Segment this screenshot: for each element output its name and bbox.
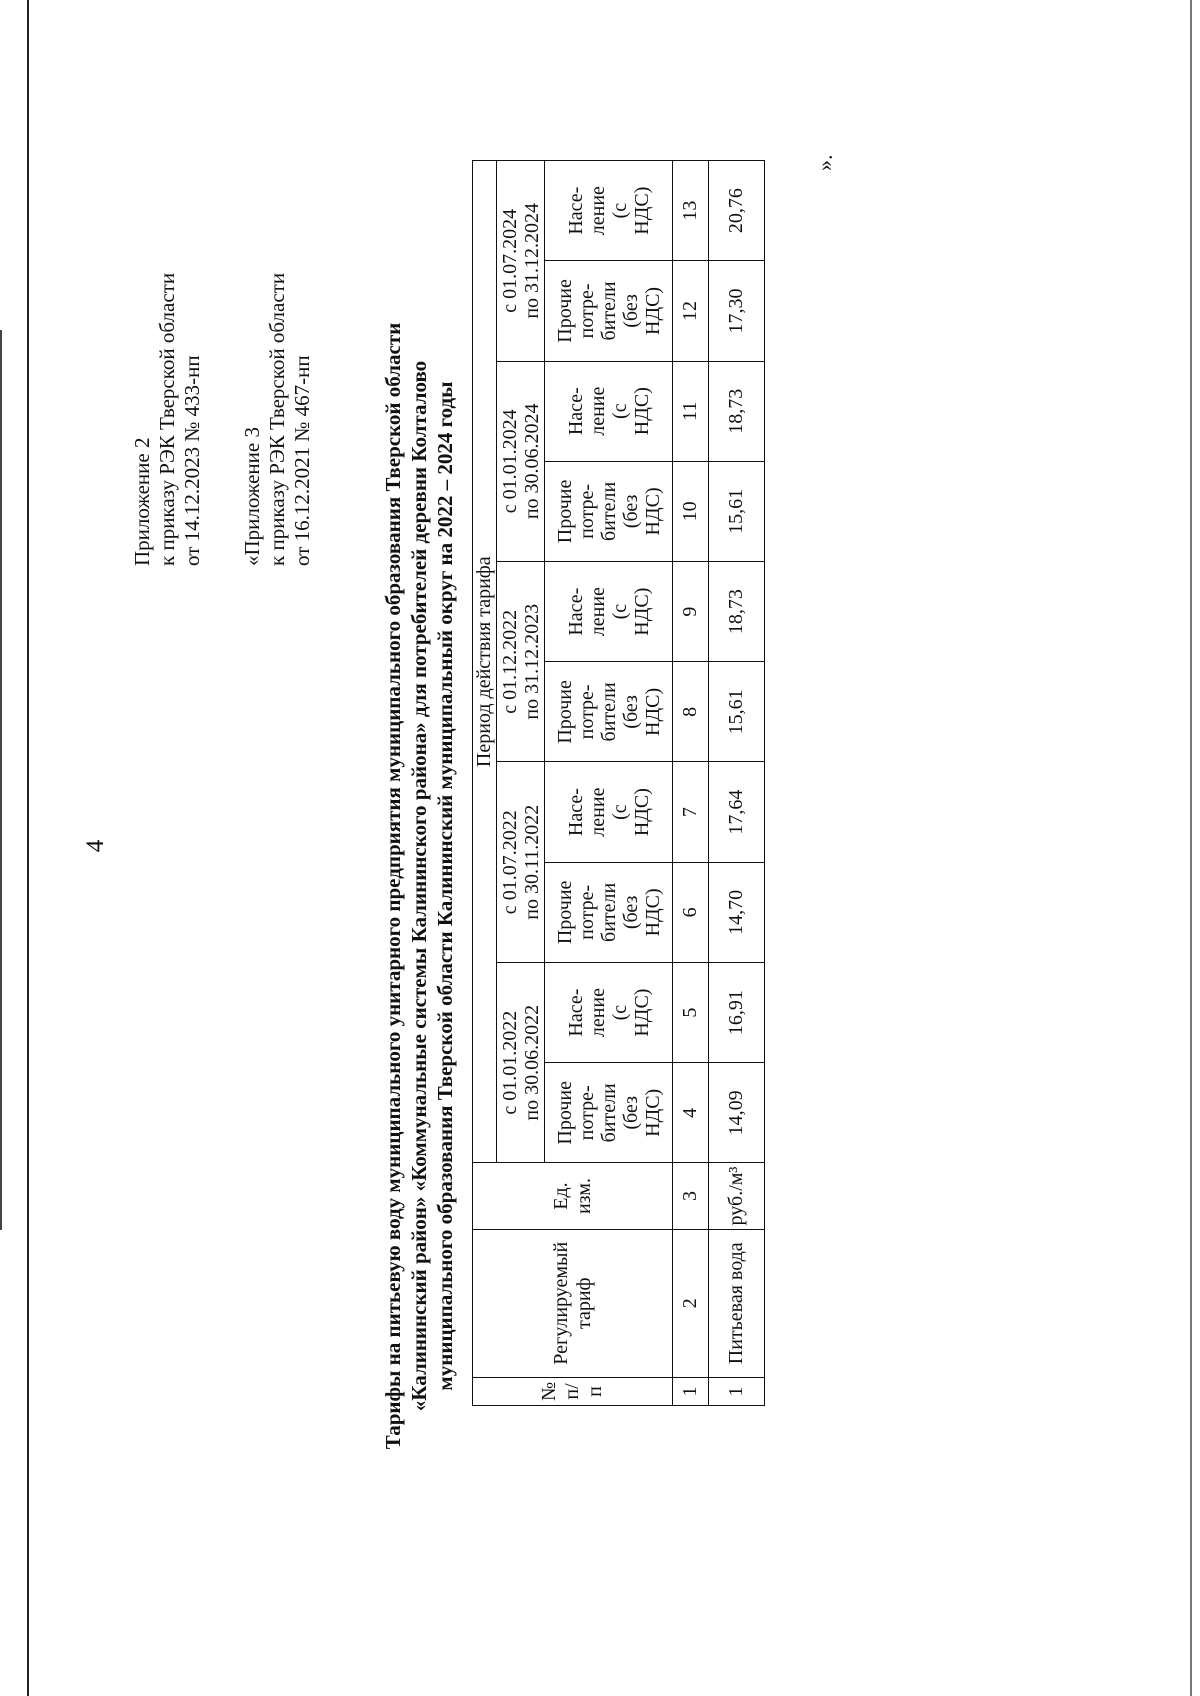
column-number: 2 <box>673 1229 709 1377</box>
header-line: Прочие <box>553 479 576 544</box>
tariff-value: 17,30 <box>709 261 765 361</box>
row-tariff-name: Питьевая вода <box>709 1229 765 1377</box>
tariff-value: 18,73 <box>709 562 765 662</box>
header-line: Насе- <box>564 587 587 636</box>
appendix-line: «Приложение 3 <box>240 427 264 566</box>
header-line: ление <box>586 186 609 236</box>
header-line: (с <box>608 603 631 620</box>
column-number: 4 <box>673 1063 709 1163</box>
table-row <box>709 161 765 1406</box>
header-line: (без <box>619 695 642 729</box>
header-line: Насе- <box>564 788 587 837</box>
header-population <box>545 962 673 1062</box>
appendix-line: к приказу РЭК Тверской области <box>265 272 289 566</box>
column-number: 3 <box>673 1163 709 1229</box>
header-line: НДС) <box>630 387 653 436</box>
header-population <box>545 762 673 862</box>
column-number: 12 <box>673 261 709 361</box>
title-line: Тарифы на питьевую воду муниципального унитарного предприятия муниципального образования Тверской области <box>381 322 405 1450</box>
column-number: 13 <box>673 161 709 261</box>
header-line: потре- <box>575 283 598 339</box>
header-line: (без <box>619 1096 642 1130</box>
header-line: (без <box>619 895 642 930</box>
tariff-table <box>472 160 765 1406</box>
header-line: Прочие <box>553 680 576 744</box>
period-2: с 01.07.2022 по 30.11.2022 <box>497 762 545 962</box>
tariff-value: 14,09 <box>709 1063 765 1163</box>
header-line: Насе- <box>564 387 587 436</box>
column-number: 5 <box>673 962 709 1062</box>
tariff-value: 20,76 <box>709 161 765 261</box>
header-line: Прочие <box>553 880 576 945</box>
header-line: потре- <box>575 483 598 539</box>
header-line: НДС) <box>630 788 653 837</box>
header-line: НДС) <box>630 988 653 1037</box>
appendix-reference-current <box>130 273 205 566</box>
header-line: бители <box>597 481 620 542</box>
column-number: 9 <box>673 562 709 662</box>
header-line: НДС) <box>641 1088 664 1137</box>
header-regulated-tariff: Регулируемый тариф <box>473 1229 673 1377</box>
header-line: НДС) <box>630 186 653 235</box>
period-1: с 01.01.2022 по 30.06.2022 <box>497 962 545 1162</box>
column-number: 6 <box>673 862 709 962</box>
header-population <box>545 161 673 261</box>
period-4: с 01.01.2024 по 30.06.2024 <box>497 361 545 561</box>
header-line: ление <box>586 587 609 637</box>
column-number: 7 <box>673 762 709 862</box>
header-line: Насе- <box>564 186 587 235</box>
header-other-consumers <box>545 261 673 361</box>
period-5: с 01.07.2024 по 31.12.2024 <box>497 161 545 362</box>
header-other-consumers <box>545 862 673 962</box>
header-other-consumers <box>545 1063 673 1163</box>
appendix-line: от 14.12.2023 № 433-нп <box>180 355 204 566</box>
header-line: (без <box>619 494 642 529</box>
header-period: Период действия тарифа <box>473 161 497 1163</box>
appendix-line: от 16.12.2021 № 467-нп <box>290 355 314 566</box>
header-line: НДС) <box>641 687 664 736</box>
header-population <box>545 361 673 461</box>
header-other-consumers <box>545 461 673 561</box>
header-line: Прочие <box>553 1081 576 1145</box>
header-line: ление <box>586 787 609 837</box>
tariff-value: 15,61 <box>709 461 765 561</box>
column-number: 10 <box>673 461 709 561</box>
tariff-value: 17,64 <box>709 762 765 862</box>
header-line: потре- <box>575 884 598 940</box>
header-line: бители <box>597 882 620 942</box>
column-number: 11 <box>673 361 709 461</box>
document-title <box>380 296 458 1476</box>
header-line: НДС) <box>630 587 653 636</box>
header-line: (с <box>608 403 631 419</box>
header-line: НДС) <box>641 487 664 536</box>
appendix-line: Приложение 2 <box>130 437 154 566</box>
header-line: ление <box>586 988 609 1038</box>
tariff-value: 15,61 <box>709 662 765 762</box>
row-unit: руб./м³ <box>709 1163 765 1229</box>
header-line: (с <box>608 804 631 820</box>
page-number: 4 <box>82 839 109 853</box>
tariff-value: 18,73 <box>709 361 765 461</box>
header-line: бители <box>597 1083 620 1143</box>
header-line: бители <box>597 281 620 341</box>
header-line: Насе- <box>564 988 587 1037</box>
table-header-row <box>473 161 497 1406</box>
header-line: бители <box>597 682 620 742</box>
header-line: НДС) <box>641 888 664 937</box>
column-number: 8 <box>673 662 709 762</box>
closing-quote: ». <box>812 154 837 171</box>
header-line: потре- <box>575 684 598 740</box>
header-line: потре- <box>575 1085 598 1141</box>
header-line: НДС) <box>641 286 664 335</box>
header-line: (с <box>608 1004 631 1021</box>
period-3: с 01.12.2022 по 31.12.2023 <box>497 562 545 762</box>
column-number: 1 <box>673 1377 709 1405</box>
header-unit: Ед. изм. <box>473 1163 673 1229</box>
header-line: Прочие <box>553 279 576 343</box>
appendix-line: к приказу РЭК Тверской области <box>155 272 179 566</box>
tariff-value: 16,91 <box>709 962 765 1062</box>
header-line: (без <box>619 294 642 328</box>
header-line: (с <box>608 202 631 219</box>
appendix-reference-previous <box>240 273 315 566</box>
header-line: ление <box>586 386 609 436</box>
row-number: 1 <box>709 1377 765 1405</box>
header-other-consumers <box>545 662 673 762</box>
title-line: «Калининский район» «Коммунальные системы Калининского района» для потребителей деревни Колталово <box>407 360 431 1412</box>
tariff-value: 14,70 <box>709 862 765 962</box>
header-number: № п/ п <box>473 1377 673 1405</box>
title-line: муниципального образования Тверской области Калининский муниципальный округ на 2022 – 2024 годы <box>433 381 457 1391</box>
header-population <box>545 562 673 662</box>
column-numbers-row <box>673 161 709 1406</box>
